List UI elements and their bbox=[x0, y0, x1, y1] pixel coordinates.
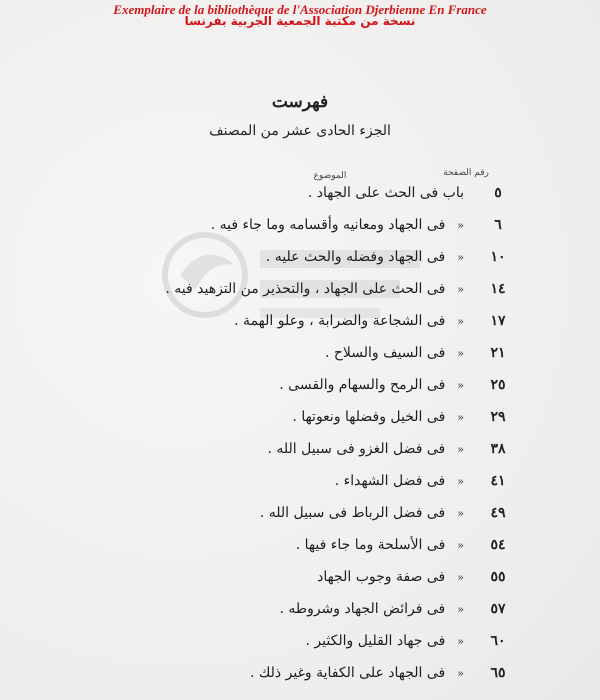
entry-topic-text: فى الجهاد وفضله والحث عليه . bbox=[265, 249, 446, 265]
index-entry bbox=[0, 631, 600, 657]
index-entry bbox=[0, 311, 600, 337]
ditto-mark: « bbox=[457, 507, 464, 520]
entry-topic-text: فى الرمح والسهام والقسى . bbox=[279, 377, 446, 393]
entry-topic bbox=[266, 249, 464, 265]
entry-topic-text: فى صفة وجوب الجهاد bbox=[317, 569, 446, 585]
index-entry bbox=[0, 503, 600, 529]
entry-topic-text: فى فضل الرباط فى سبيل الله . bbox=[259, 505, 446, 521]
ditto-mark: « bbox=[457, 635, 464, 648]
entry-topic-text: فى الجهاد ومعانيه وأقسامه وما جاء فيه . bbox=[210, 217, 446, 233]
index-entry bbox=[0, 343, 600, 369]
page-number-column-header: رقم الصفحة bbox=[443, 168, 489, 178]
entry-page-number: ٥ bbox=[494, 185, 502, 201]
entry-topic bbox=[211, 217, 464, 233]
index-entry bbox=[0, 247, 600, 273]
entry-page-number: ٥٤ bbox=[490, 537, 506, 553]
entry-page-number: ١٠ bbox=[490, 249, 506, 265]
ditto-mark: « bbox=[457, 411, 464, 424]
index-title: فهرست bbox=[271, 92, 329, 112]
entry-page-number: ٤١ bbox=[490, 473, 506, 489]
ditto-mark: « bbox=[457, 315, 464, 328]
index-subtitle: الجزء الحادى عشر من المصنف bbox=[209, 123, 391, 139]
entry-topic-text: فى فضل الشهداء . bbox=[334, 473, 446, 489]
entry-topic bbox=[165, 281, 464, 297]
entry-page-number: ٢١ bbox=[490, 345, 506, 361]
index-entry bbox=[0, 663, 600, 689]
entry-topic bbox=[234, 313, 464, 329]
index-entry bbox=[0, 407, 600, 433]
entry-page-number: ٣٨ bbox=[490, 441, 506, 457]
ditto-mark: « bbox=[457, 347, 464, 360]
ditto-mark: « bbox=[457, 667, 464, 680]
entry-page-number: ٦٠ bbox=[490, 633, 506, 649]
entry-topic-text: باب فى الحث على الجهاد . bbox=[307, 185, 464, 201]
ditto-mark: « bbox=[457, 539, 464, 552]
topic-column-header: الموضوع bbox=[313, 171, 347, 181]
ditto-mark: « bbox=[457, 571, 464, 584]
entry-topic bbox=[280, 601, 464, 617]
entry-topic-text: فى فرائض الجهاد وشروطه . bbox=[279, 601, 446, 617]
index-entry bbox=[0, 535, 600, 561]
entry-topic-text: فى السيف والسلاح . bbox=[324, 345, 446, 361]
ditto-mark: « bbox=[457, 219, 464, 232]
entry-topic bbox=[296, 537, 464, 553]
ditto-mark: « bbox=[457, 251, 464, 264]
entry-topic bbox=[325, 345, 464, 361]
entry-topic-text: فى الخيل وفضلها ونعوتها . bbox=[292, 409, 446, 425]
entry-page-number: ٢٥ bbox=[490, 377, 506, 393]
entry-page-number: ٤٩ bbox=[490, 505, 506, 521]
index-entry bbox=[0, 215, 600, 241]
library-banner-french: Exemplaire de la bibliothèque de l'Association Djerbienne En France bbox=[113, 2, 487, 17]
ditto-mark: « bbox=[457, 603, 464, 616]
entry-topic-text: فى الأسلحة وما جاء فيها . bbox=[295, 537, 446, 553]
entry-page-number: ٦٥ bbox=[490, 665, 506, 681]
index-entry bbox=[0, 599, 600, 625]
ditto-mark: « bbox=[457, 283, 464, 296]
library-banner-arabic: نسخة من مكتبة الجمعية الجربية بفرنسا bbox=[184, 14, 416, 28]
entry-page-number: ٢٩ bbox=[490, 409, 506, 425]
ditto-mark: « bbox=[457, 379, 464, 392]
index-entry bbox=[0, 567, 600, 593]
entry-page-number: ٥٥ bbox=[490, 569, 506, 585]
entry-topic bbox=[308, 185, 464, 201]
entry-topic-text: فى فضل الغزو فى سبيل الله . bbox=[267, 441, 446, 457]
index-entry bbox=[0, 375, 600, 401]
entry-page-number: ٥٧ bbox=[490, 601, 506, 617]
entry-topic bbox=[279, 377, 464, 393]
entry-page-number: ١٧ bbox=[490, 313, 506, 329]
index-entry bbox=[0, 279, 600, 305]
entry-topic bbox=[306, 633, 464, 649]
entry-topic bbox=[250, 665, 464, 681]
index-entry bbox=[0, 471, 600, 497]
entry-topic bbox=[335, 473, 464, 489]
index-entry bbox=[0, 439, 600, 465]
entry-topic-text: فى الجهاد على الكفاية وغير ذلك . bbox=[249, 665, 446, 681]
entry-topic bbox=[317, 569, 464, 585]
index-entry bbox=[0, 183, 600, 209]
entry-topic-text: فى الشجاعة والضرابة ، وعلو الهمة . bbox=[234, 313, 446, 329]
entry-topic-text: فى الحث على الجهاد ، والتحذير من التزهيد فيه . bbox=[165, 281, 446, 297]
entry-page-number: ٦ bbox=[494, 217, 502, 233]
entry-topic bbox=[267, 441, 464, 457]
entry-page-number: ١٤ bbox=[490, 281, 506, 297]
entry-topic bbox=[292, 409, 464, 425]
ditto-mark: « bbox=[457, 443, 464, 456]
ditto-mark: « bbox=[457, 475, 464, 488]
entry-topic bbox=[260, 505, 464, 521]
entry-topic-text: فى جهاد القليل والكثير . bbox=[305, 633, 446, 649]
